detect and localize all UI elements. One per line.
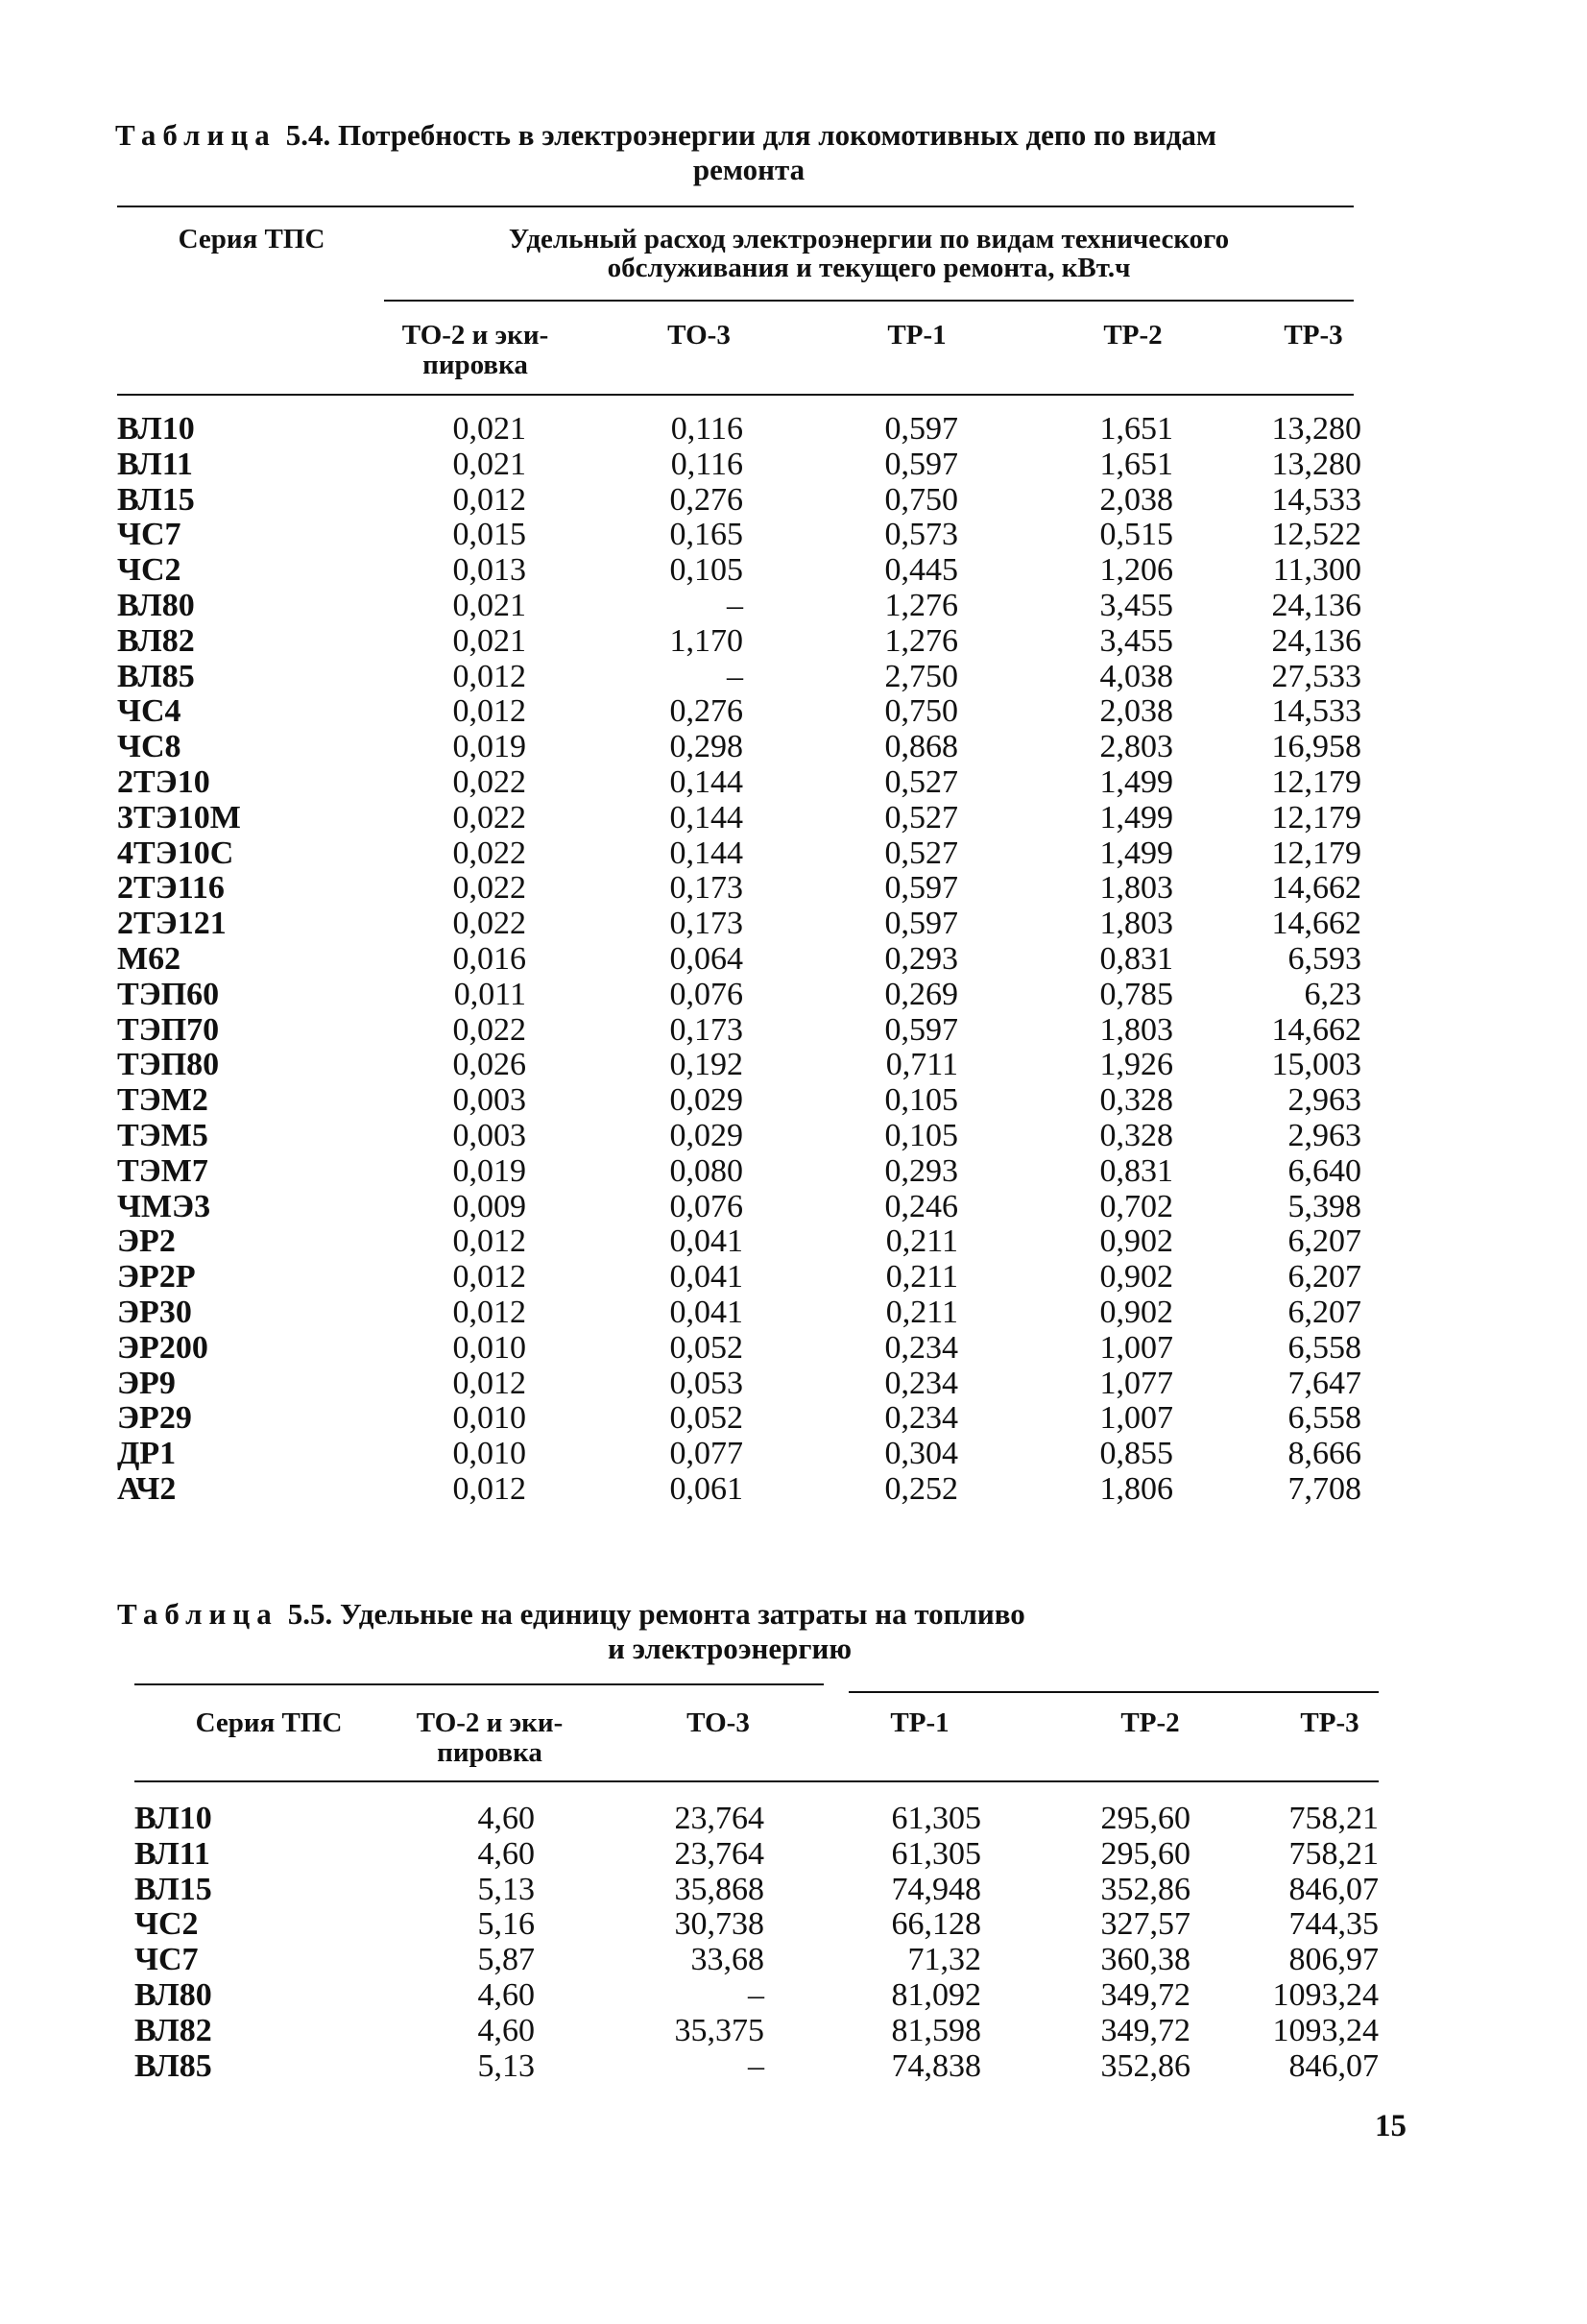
- series-cell: ТЭП80: [117, 1047, 220, 1083]
- series-cell: ЧС2: [117, 552, 181, 589]
- value-cell: 35,375: [674, 2012, 764, 2048]
- series-cell: ТЭМ2: [117, 1082, 208, 1119]
- value-cell: 2,038: [1099, 693, 1173, 730]
- value-cell: 0,022: [452, 906, 526, 942]
- table2-col-header-4: ТР-3: [1300, 1707, 1359, 1738]
- value-cell: 33,68: [690, 1942, 764, 1978]
- value-cell: 13,280: [1271, 446, 1361, 482]
- value-cell: 0,527: [884, 764, 958, 800]
- value-cell: 6,207: [1287, 1295, 1361, 1330]
- value-cell: 0,012: [452, 1259, 526, 1295]
- value-cell: 14,662: [1271, 870, 1361, 907]
- table2-caption-label: Таблица: [117, 1597, 278, 1631]
- value-cell: 0,211: [885, 1259, 958, 1295]
- value-cell: 71,32: [907, 1942, 981, 1978]
- series-cell: 2ТЭ116: [117, 870, 225, 907]
- value-cell: 0,445: [884, 552, 958, 589]
- table2-top-rule-left: [134, 1683, 824, 1685]
- value-cell: 0,021: [452, 446, 526, 482]
- value-cell: 1,007: [1099, 1329, 1173, 1366]
- series-cell: ВЛ85: [134, 2047, 212, 2084]
- value-cell: 16,958: [1271, 729, 1361, 765]
- value-cell: 24,136: [1271, 588, 1361, 623]
- series-cell: ЭР2Р: [117, 1259, 196, 1295]
- value-cell: 0,515: [1099, 517, 1173, 553]
- value-cell: –: [727, 658, 743, 694]
- table1-top-rule: [117, 206, 1354, 207]
- value-cell: 0,234: [884, 1329, 958, 1366]
- value-cell: 35,868: [674, 1871, 764, 1907]
- value-cell: 14,533: [1271, 481, 1361, 518]
- value-cell: 295,60: [1100, 1835, 1190, 1872]
- value-cell: 0,052: [669, 1400, 743, 1437]
- series-cell: ЭР9: [117, 1365, 176, 1401]
- value-cell: 0,144: [669, 764, 743, 800]
- value-cell: 352,86: [1100, 2047, 1190, 2084]
- value-cell: 0,010: [452, 1329, 526, 1366]
- table1-col-header-0-line2: пировка: [422, 350, 528, 380]
- table1-group-header-line2: обслуживания и текущего ремонта, кВт.ч: [607, 253, 1131, 283]
- value-cell: 0,711: [885, 1047, 958, 1083]
- value-cell: 1,170: [669, 622, 743, 659]
- value-cell: 14,533: [1271, 693, 1361, 730]
- series-cell: ТЭП60: [117, 976, 220, 1012]
- value-cell: 81,598: [891, 2012, 981, 2048]
- value-cell: 0,750: [884, 693, 958, 730]
- value-cell: 1,499: [1099, 835, 1173, 871]
- series-cell: ТЭМ7: [117, 1152, 208, 1189]
- value-cell: 5,13: [477, 2047, 535, 2084]
- value-cell: 5,87: [477, 1942, 535, 1978]
- value-cell: 7,647: [1287, 1365, 1361, 1401]
- value-cell: 24,136: [1271, 622, 1361, 659]
- series-cell: ЭР30: [117, 1295, 192, 1330]
- table1-col-header-0: ТО-2 и эки-: [401, 320, 549, 351]
- value-cell: 0,013: [452, 552, 526, 589]
- series-cell: ЭР29: [117, 1400, 192, 1437]
- series-cell: ВЛ82: [134, 2012, 212, 2048]
- value-cell: 0,022: [452, 870, 526, 907]
- value-cell: 0,304: [884, 1436, 958, 1472]
- value-cell: 806,97: [1288, 1942, 1379, 1978]
- value-cell: 0,061: [669, 1471, 743, 1507]
- value-cell: 0,003: [452, 1118, 526, 1153]
- value-cell: 0,003: [452, 1082, 526, 1119]
- value-cell: 4,60: [477, 1801, 535, 1836]
- value-cell: 6,640: [1287, 1152, 1361, 1189]
- value-cell: 1,276: [884, 588, 958, 623]
- value-cell: 0,053: [669, 1365, 743, 1401]
- series-cell: ТЭМ5: [117, 1118, 208, 1153]
- value-cell: 0,276: [669, 693, 743, 730]
- value-cell: 30,738: [674, 1906, 764, 1943]
- value-cell: 12,179: [1271, 764, 1361, 800]
- value-cell: 0,012: [452, 481, 526, 518]
- table1-group-header-line1: Удельный расход электроэнергии по видам технического: [508, 224, 1230, 254]
- value-cell: 2,963: [1287, 1082, 1361, 1119]
- value-cell: 0,010: [452, 1400, 526, 1437]
- value-cell: 0,211: [885, 1295, 958, 1330]
- value-cell: 0,597: [884, 870, 958, 907]
- value-cell: 0,173: [669, 906, 743, 942]
- table1-caption: [115, 119, 1383, 152]
- series-cell: ВЛ11: [117, 446, 193, 482]
- value-cell: 14,662: [1271, 1011, 1361, 1048]
- value-cell: 0,077: [669, 1436, 743, 1472]
- value-cell: 1,499: [1099, 764, 1173, 800]
- value-cell: 3,455: [1099, 588, 1173, 623]
- value-cell: 0,785: [1099, 976, 1173, 1012]
- value-cell: 0,012: [452, 658, 526, 694]
- value-cell: 6,23: [1304, 976, 1361, 1012]
- table2-caption-text: 5.5. Удельные на единицу ремонта затраты на топливо: [287, 1597, 1025, 1631]
- value-cell: 0,165: [669, 517, 743, 553]
- table1-col-header-4: ТР-3: [1284, 320, 1343, 351]
- value-cell: 360,38: [1100, 1942, 1190, 1978]
- series-cell: ВЛ80: [117, 588, 195, 623]
- value-cell: 327,57: [1100, 1906, 1190, 1943]
- value-cell: 0,234: [884, 1365, 958, 1401]
- value-cell: 5,16: [477, 1906, 535, 1943]
- series-cell: ВЛ82: [117, 622, 195, 659]
- value-cell: 1,806: [1099, 1471, 1173, 1507]
- value-cell: 1,077: [1099, 1365, 1173, 1401]
- value-cell: 1,803: [1099, 1011, 1173, 1048]
- value-cell: 6,558: [1287, 1400, 1361, 1437]
- value-cell: 0,011: [453, 976, 526, 1012]
- value-cell: 15,003: [1271, 1047, 1361, 1083]
- table1-col-header-2: ТР-1: [887, 320, 947, 351]
- series-cell: ЧС8: [117, 729, 181, 765]
- value-cell: 0,105: [884, 1118, 958, 1153]
- series-cell: ВЛ15: [117, 481, 195, 518]
- value-cell: 1,803: [1099, 906, 1173, 942]
- series-cell: 3ТЭ10М: [117, 799, 241, 835]
- series-cell: ВЛ10: [134, 1801, 212, 1836]
- value-cell: 0,868: [884, 729, 958, 765]
- value-cell: 0,750: [884, 481, 958, 518]
- table2-top-rule-right: [849, 1691, 1379, 1693]
- value-cell: 4,60: [477, 1835, 535, 1872]
- value-cell: 0,029: [669, 1082, 743, 1119]
- value-cell: 0,902: [1099, 1223, 1173, 1260]
- value-cell: 5,398: [1287, 1188, 1361, 1224]
- value-cell: 0,597: [884, 411, 958, 447]
- value-cell: 0,022: [452, 764, 526, 800]
- value-cell: 13,280: [1271, 411, 1361, 447]
- value-cell: 0,293: [884, 941, 958, 977]
- value-cell: 0,831: [1099, 941, 1173, 977]
- value-cell: 0,076: [669, 1188, 743, 1224]
- value-cell: 1,803: [1099, 870, 1173, 907]
- value-cell: 23,764: [674, 1835, 764, 1872]
- value-cell: 0,015: [452, 517, 526, 553]
- value-cell: 61,305: [891, 1835, 981, 1872]
- value-cell: 0,246: [884, 1188, 958, 1224]
- value-cell: 2,038: [1099, 481, 1173, 518]
- value-cell: 0,527: [884, 799, 958, 835]
- table2-col-header-3: ТР-2: [1120, 1707, 1180, 1738]
- table2-col-header-1: ТО-3: [686, 1707, 750, 1738]
- value-cell: 0,298: [669, 729, 743, 765]
- series-cell: ЧС2: [134, 1906, 199, 1943]
- value-cell: 4,60: [477, 2012, 535, 2048]
- value-cell: 0,076: [669, 976, 743, 1012]
- value-cell: 3,455: [1099, 622, 1173, 659]
- table1-caption-line2: ремонта: [692, 153, 806, 186]
- value-cell: 0,293: [884, 1152, 958, 1189]
- value-cell: 0,902: [1099, 1295, 1173, 1330]
- value-cell: 27,533: [1271, 658, 1361, 694]
- value-cell: 846,07: [1288, 2047, 1379, 2084]
- series-cell: ДР1: [117, 1436, 177, 1472]
- value-cell: 0,328: [1099, 1082, 1173, 1119]
- value-cell: 0,022: [452, 799, 526, 835]
- value-cell: 0,012: [452, 1223, 526, 1260]
- value-cell: 1,007: [1099, 1400, 1173, 1437]
- value-cell: 12,179: [1271, 799, 1361, 835]
- value-cell: 0,902: [1099, 1259, 1173, 1295]
- series-cell: ЧС4: [117, 693, 181, 730]
- table2-caption: [117, 1598, 1173, 1631]
- series-cell: АЧ2: [117, 1471, 177, 1507]
- value-cell: 2,750: [884, 658, 958, 694]
- value-cell: 1093,24: [1272, 1977, 1379, 2013]
- series-cell: ЧС7: [134, 1942, 199, 1978]
- value-cell: 2,963: [1287, 1118, 1361, 1153]
- value-cell: 6,558: [1287, 1329, 1361, 1366]
- value-cell: 0,012: [452, 693, 526, 730]
- series-cell: ВЛ15: [134, 1871, 212, 1907]
- table1-header-bottom-rule: [117, 394, 1354, 396]
- value-cell: 5,13: [477, 1871, 535, 1907]
- series-cell: ВЛ10: [117, 411, 195, 447]
- value-cell: 74,948: [891, 1871, 981, 1907]
- value-cell: 0,022: [452, 1011, 526, 1048]
- series-cell: ЧМЭ3: [117, 1188, 211, 1224]
- value-cell: 1,276: [884, 622, 958, 659]
- value-cell: 0,173: [669, 1011, 743, 1048]
- value-cell: 11,300: [1272, 552, 1361, 589]
- table1-subheader-rule: [384, 300, 1354, 302]
- value-cell: 66,128: [891, 1906, 981, 1943]
- value-cell: 0,016: [452, 941, 526, 977]
- value-cell: 0,052: [669, 1329, 743, 1366]
- series-cell: ТЭП70: [117, 1011, 220, 1048]
- value-cell: 0,597: [884, 446, 958, 482]
- value-cell: 0,064: [669, 941, 743, 977]
- value-cell: 23,764: [674, 1801, 764, 1836]
- value-cell: 0,527: [884, 835, 958, 871]
- value-cell: 0,012: [452, 1471, 526, 1507]
- value-cell: 349,72: [1100, 1977, 1190, 2013]
- value-cell: 0,105: [669, 552, 743, 589]
- series-cell: ВЛ11: [134, 1835, 210, 1872]
- value-cell: 0,252: [884, 1471, 958, 1507]
- value-cell: 0,019: [452, 1152, 526, 1189]
- value-cell: 0,029: [669, 1118, 743, 1153]
- value-cell: 0,021: [452, 622, 526, 659]
- value-cell: 1,499: [1099, 799, 1173, 835]
- value-cell: 81,092: [891, 1977, 981, 2013]
- value-cell: 0,573: [884, 517, 958, 553]
- table1-caption-text: 5.4. Потребность в электроэнергии для локомотивных депо по видам: [285, 118, 1217, 152]
- value-cell: 0,328: [1099, 1118, 1173, 1153]
- value-cell: 6,593: [1287, 941, 1361, 977]
- series-cell: 2ТЭ10: [117, 764, 210, 800]
- value-cell: 0,234: [884, 1400, 958, 1437]
- value-cell: 0,192: [669, 1047, 743, 1083]
- value-cell: 14,662: [1271, 906, 1361, 942]
- series-cell: 2ТЭ121: [117, 906, 227, 942]
- value-cell: 1093,24: [1272, 2012, 1379, 2048]
- value-cell: 0,276: [669, 481, 743, 518]
- value-cell: 0,173: [669, 870, 743, 907]
- value-cell: –: [748, 1977, 764, 2013]
- page-number: 15: [1375, 2109, 1407, 2143]
- value-cell: 0,831: [1099, 1152, 1173, 1189]
- value-cell: 352,86: [1100, 1871, 1190, 1907]
- value-cell: 0,597: [884, 1011, 958, 1048]
- value-cell: 0,080: [669, 1152, 743, 1189]
- value-cell: 0,116: [670, 411, 743, 447]
- value-cell: 0,009: [452, 1188, 526, 1224]
- value-cell: 0,012: [452, 1365, 526, 1401]
- value-cell: 0,019: [452, 729, 526, 765]
- value-cell: 846,07: [1288, 1871, 1379, 1907]
- series-cell: ВЛ80: [134, 1977, 212, 2013]
- value-cell: 1,651: [1099, 411, 1173, 447]
- value-cell: 758,21: [1288, 1801, 1379, 1836]
- series-cell: ЭР200: [117, 1329, 208, 1366]
- value-cell: 295,60: [1100, 1801, 1190, 1836]
- table2-caption-line2: и электроэнергию: [607, 1632, 853, 1665]
- value-cell: 6,207: [1287, 1259, 1361, 1295]
- table2-col-header-2: ТР-1: [890, 1707, 950, 1738]
- value-cell: 0,269: [884, 976, 958, 1012]
- value-cell: 1,926: [1099, 1047, 1173, 1083]
- value-cell: 0,116: [670, 446, 743, 482]
- value-cell: –: [727, 588, 743, 623]
- value-cell: 0,021: [452, 588, 526, 623]
- value-cell: 12,179: [1271, 835, 1361, 871]
- table1-col-header-1: ТО-3: [667, 320, 731, 351]
- series-cell: М62: [117, 941, 181, 977]
- value-cell: 7,708: [1287, 1471, 1361, 1507]
- value-cell: 0,026: [452, 1047, 526, 1083]
- value-cell: 6,207: [1287, 1223, 1361, 1260]
- value-cell: 0,021: [452, 411, 526, 447]
- table1-col-series-header: Серия ТПС: [178, 224, 325, 254]
- value-cell: 0,022: [452, 835, 526, 871]
- value-cell: 0,211: [885, 1223, 958, 1260]
- value-cell: 1,206: [1099, 552, 1173, 589]
- series-cell: ВЛ85: [117, 658, 195, 694]
- series-cell: ЧС7: [117, 517, 181, 553]
- value-cell: 0,041: [669, 1223, 743, 1260]
- value-cell: 8,666: [1287, 1436, 1361, 1472]
- value-cell: 349,72: [1100, 2012, 1190, 2048]
- value-cell: 2,803: [1099, 729, 1173, 765]
- value-cell: 4,60: [477, 1977, 535, 2013]
- value-cell: 1,651: [1099, 446, 1173, 482]
- value-cell: 0,041: [669, 1259, 743, 1295]
- value-cell: 744,35: [1288, 1906, 1379, 1943]
- value-cell: 0,144: [669, 799, 743, 835]
- series-cell: 4ТЭ10С: [117, 835, 234, 871]
- value-cell: 0,144: [669, 835, 743, 871]
- table2-col-series-header: Серия ТПС: [195, 1707, 343, 1738]
- table2-col-header-0: ТО-2 и эки-: [416, 1707, 564, 1738]
- value-cell: 0,105: [884, 1082, 958, 1119]
- table2-header-bottom-rule: [134, 1780, 1379, 1782]
- value-cell: 0,041: [669, 1295, 743, 1330]
- value-cell: 4,038: [1099, 658, 1173, 694]
- value-cell: 61,305: [891, 1801, 981, 1836]
- table1-caption-label: Таблица: [115, 118, 277, 152]
- value-cell: 0,702: [1099, 1188, 1173, 1224]
- table1-col-header-3: ТР-2: [1103, 320, 1163, 351]
- value-cell: 0,855: [1099, 1436, 1173, 1472]
- value-cell: 0,012: [452, 1295, 526, 1330]
- value-cell: 74,838: [891, 2047, 981, 2084]
- series-cell: ЭР2: [117, 1223, 176, 1260]
- value-cell: 0,010: [452, 1436, 526, 1472]
- value-cell: –: [748, 2047, 764, 2084]
- value-cell: 758,21: [1288, 1835, 1379, 1872]
- value-cell: 0,597: [884, 906, 958, 942]
- table2-col-header-0-line2: пировка: [437, 1737, 542, 1768]
- value-cell: 12,522: [1271, 517, 1361, 553]
